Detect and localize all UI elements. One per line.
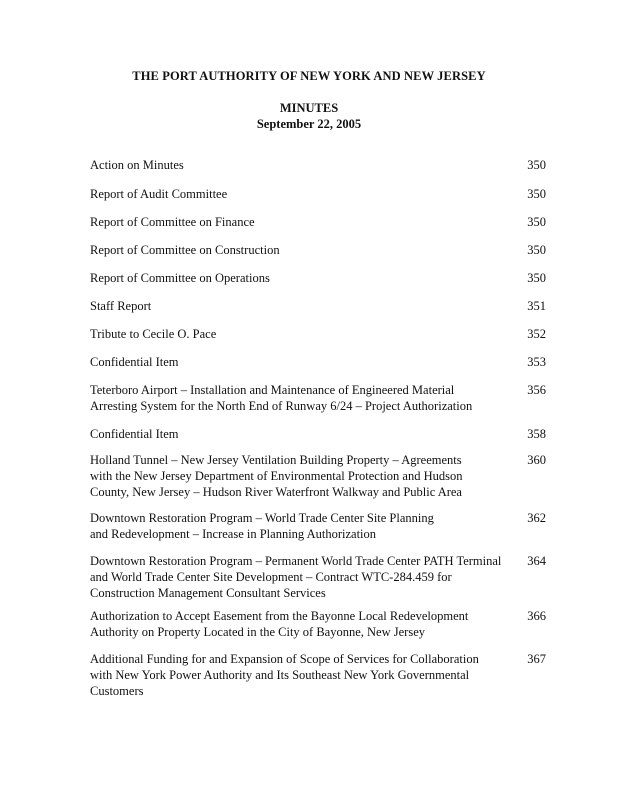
toc-entry-line: with the New Jersey Department of Environmental Protection and Hudson bbox=[90, 469, 463, 483]
toc-entry-line: Action on Minutes bbox=[90, 158, 184, 172]
toc-entry-line: Authority on Property Located in the City of Bayonne, New Jersey bbox=[90, 625, 425, 639]
toc-entry-line: Report of Committee on Construction bbox=[90, 243, 280, 257]
document-date: September 22, 2005 bbox=[256, 117, 362, 131]
toc-entry-title bbox=[90, 270, 490, 286]
toc-entry-line: Holland Tunnel – New Jersey Ventilation Building Property – Agreements bbox=[90, 453, 462, 467]
toc-page-number: 367 bbox=[527, 652, 546, 666]
toc-entry-title bbox=[90, 426, 490, 442]
toc-page-number: 364 bbox=[527, 554, 546, 568]
toc-page-number: 350 bbox=[527, 215, 546, 229]
toc-entry-line: Downtown Restoration Program – Permanent World Trade Center PATH Terminal bbox=[90, 554, 502, 568]
toc-page-number: 366 bbox=[527, 609, 546, 623]
toc-entry-title bbox=[90, 382, 490, 414]
toc-entry-line: Staff Report bbox=[90, 299, 152, 313]
toc-page-number: 362 bbox=[527, 511, 546, 525]
toc-entry-title bbox=[90, 651, 490, 699]
toc-entry-line: Customers bbox=[90, 684, 144, 698]
toc-page-number: 356 bbox=[527, 383, 546, 397]
toc-entry-line: with New York Power Authority and Its Southeast New York Governmental bbox=[90, 668, 470, 682]
toc-entry-line: Report of Committee on Finance bbox=[90, 215, 255, 229]
toc-page-number: 352 bbox=[527, 327, 546, 341]
document-title: MINUTES bbox=[279, 101, 339, 115]
toc-entry-line: Confidential Item bbox=[90, 427, 179, 441]
toc-entry-line: Tribute to Cecile O. Pace bbox=[90, 327, 217, 341]
toc-entry-title bbox=[90, 157, 490, 173]
toc-entry-title bbox=[90, 608, 490, 640]
toc-page-number: 358 bbox=[527, 427, 546, 441]
toc-entry-line: Arresting System for the North End of Runway 6/24 – Project Authorization bbox=[90, 399, 473, 413]
toc-entry-line: Confidential Item bbox=[90, 355, 179, 369]
toc-entry-line: Report of Audit Committee bbox=[90, 187, 228, 201]
toc-entry-line: Authorization to Accept Easement from the Bayonne Local Redevelopment bbox=[90, 609, 469, 623]
organization-title: THE PORT AUTHORITY OF NEW YORK AND NEW JERSEY bbox=[132, 69, 486, 83]
toc-page-number: 351 bbox=[527, 299, 546, 313]
toc-entry-title bbox=[90, 186, 490, 202]
toc-entry-line: and World Trade Center Site Development – Contract WTC-284.459 for bbox=[90, 570, 452, 584]
toc-page-number: 353 bbox=[527, 355, 546, 369]
toc-entry-title bbox=[90, 354, 490, 370]
toc-entry-line: Teterboro Airport – Installation and Maintenance of Engineered Material bbox=[90, 383, 455, 397]
toc-entry-line: Additional Funding for and Expansion of Scope of Services for Collaboration bbox=[90, 652, 479, 666]
toc-page-number: 350 bbox=[527, 187, 546, 201]
toc-entry-line: Construction Management Consultant Services bbox=[90, 586, 326, 600]
toc-page-number: 350 bbox=[527, 158, 546, 172]
toc-entry-title bbox=[90, 214, 490, 230]
toc-entry-title bbox=[90, 326, 490, 342]
toc-entry-line: and Redevelopment – Increase in Planning Authorization bbox=[90, 527, 377, 541]
toc-entry-title bbox=[90, 452, 490, 500]
toc-page-number: 350 bbox=[527, 271, 546, 285]
toc-entry-title bbox=[90, 242, 490, 258]
toc-entry-line: County, New Jersey – Hudson River Waterfront Walkway and Public Area bbox=[90, 485, 462, 499]
toc-entry-line: Report of Committee on Operations bbox=[90, 271, 270, 285]
toc-entry-title bbox=[90, 553, 502, 601]
toc-page-number: 350 bbox=[527, 243, 546, 257]
toc-page-number: 360 bbox=[527, 453, 546, 467]
toc-entry-line: Downtown Restoration Program – World Trade Center Site Planning bbox=[90, 511, 434, 525]
toc-entry-title bbox=[90, 510, 490, 542]
toc-entry-title bbox=[90, 298, 490, 314]
